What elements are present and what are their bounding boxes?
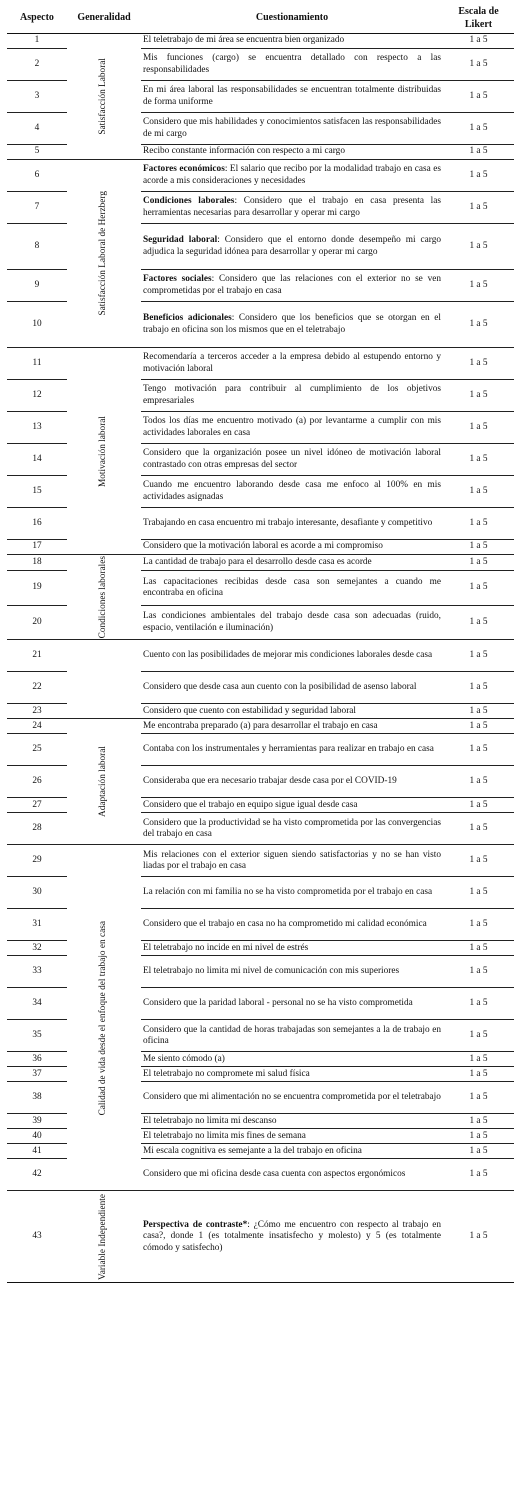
question-text: En mi área laboral las responsabilidades se encuentran totalmente distribuidas de forma uniforme xyxy=(143,85,441,107)
aspecto-number: 37 xyxy=(7,1067,67,1082)
aspecto-number: 4 xyxy=(7,113,67,145)
cuestionamiento-text xyxy=(141,845,443,877)
aspecto-number: 42 xyxy=(7,1159,67,1191)
generalidad-cell xyxy=(67,640,141,719)
cuestionamiento-text xyxy=(141,412,443,444)
question-text: Las condiciones ambientales del trabajo desde casa son adecuadas (ruido, espacio, ventilación e iluminación) xyxy=(143,611,441,633)
aspecto-number: 32 xyxy=(7,941,67,956)
cuestionamiento-text xyxy=(141,1191,443,1283)
table-row xyxy=(7,845,514,877)
likert-scale-value: 1 a 5 xyxy=(443,81,514,113)
question-factor-label: Factores sociales xyxy=(143,274,212,285)
likert-scale-value: 1 a 5 xyxy=(443,1020,514,1052)
aspecto-number: 12 xyxy=(7,380,67,412)
question-text: : El salario que recibo por la modalidad trabajo en casa es acorde a mis consideraciones y necesidades xyxy=(143,164,441,186)
aspecto-number: 19 xyxy=(7,571,67,606)
header-escala-likert: Escala de Likert xyxy=(443,4,514,34)
cuestionamiento-text xyxy=(141,49,443,81)
aspecto-number: 43 xyxy=(7,1191,67,1283)
question-text: El teletrabajo de mi área se encuentra bien organizado xyxy=(143,35,345,46)
cuestionamiento-text xyxy=(141,34,443,49)
question-factor-label: Condiciones laborales xyxy=(143,196,235,207)
likert-scale-value: 1 a 5 xyxy=(443,348,514,380)
likert-scale-value: 1 a 5 xyxy=(443,224,514,270)
cuestionamiento-text xyxy=(141,766,443,798)
question-text: : Considero que el entorno donde desempeño mi cargo adjudica la seguridad idónea para desarrollar y operar mi cargo xyxy=(143,235,441,257)
likert-scale-value: 1 a 5 xyxy=(443,270,514,302)
likert-scale-value: 1 a 5 xyxy=(443,1052,514,1067)
likert-scale-value: 1 a 5 xyxy=(443,766,514,798)
generalidad-cell xyxy=(67,348,141,555)
question-text: Considero que la organización posee un nivel idóneo de motivación laboral contrastado con otras empresas del sector xyxy=(143,448,441,470)
aspecto-number: 24 xyxy=(7,719,67,734)
likert-scale-value: 1 a 5 xyxy=(443,555,514,571)
aspecto-number: 40 xyxy=(7,1129,67,1144)
likert-scale-value: 1 a 5 xyxy=(443,302,514,348)
likert-scale-value: 1 a 5 xyxy=(443,704,514,719)
cuestionamiento-text xyxy=(141,476,443,508)
likert-scale-value: 1 a 5 xyxy=(443,476,514,508)
question-text: Mis funciones (cargo) se encuentra detallado con respecto a las responsabilidades xyxy=(143,53,441,75)
cuestionamiento-text xyxy=(141,605,443,640)
cuestionamiento-text xyxy=(141,1129,443,1144)
cuestionamiento-text xyxy=(141,640,443,672)
aspecto-number: 18 xyxy=(7,555,67,571)
likert-scale-value: 1 a 5 xyxy=(443,192,514,224)
cuestionamiento-text xyxy=(141,877,443,909)
table-row xyxy=(7,640,514,672)
likert-scale-value: 1 a 5 xyxy=(443,571,514,606)
aspecto-number: 25 xyxy=(7,734,67,766)
cuestionamiento-text xyxy=(141,1020,443,1052)
table-row xyxy=(7,160,514,192)
aspecto-number: 1 xyxy=(7,34,67,49)
question-text: Considero que mi alimentación no se encuentra comprometida por el teletrabajo xyxy=(143,1092,441,1103)
likert-scale-value: 1 a 5 xyxy=(443,1129,514,1144)
question-text: Cuando me encuentro laborando desde casa me enfoco al 100% en mis actividades asignadas xyxy=(143,480,441,502)
question-text: Considero que mi oficina desde casa cuenta con aspectos ergonómicos xyxy=(143,1169,406,1180)
question-factor-label: Beneficios adicionales xyxy=(143,313,232,324)
question-text: El teletrabajo no limita mi nivel de comunicación con mis superiores xyxy=(143,966,400,977)
question-text: : ¿Cómo me encuentro con respecto al trabajo en casa?, donde 1 (es totalmente insatisfecho y molesto) y 5 (es totalmente cómodo y satisfecho) xyxy=(143,1219,442,1253)
likert-scale-value: 1 a 5 xyxy=(443,540,514,555)
likert-scale-value: 1 a 5 xyxy=(443,1159,514,1191)
cuestionamiento-text xyxy=(141,734,443,766)
question-text: : Considero que los beneficios que se otorgan en el trabajo en oficina son los mismos que en el teletrabajo xyxy=(143,313,441,335)
likert-scale-value: 1 a 5 xyxy=(443,956,514,988)
aspecto-number: 41 xyxy=(7,1144,67,1159)
cuestionamiento-text xyxy=(141,81,443,113)
cuestionamiento-text xyxy=(141,380,443,412)
question-text: Me encontraba preparado (a) para desarrollar el trabajo en casa xyxy=(143,720,378,731)
likert-scale-value: 1 a 5 xyxy=(443,412,514,444)
cuestionamiento-text xyxy=(141,555,443,571)
aspecto-number: 9 xyxy=(7,270,67,302)
likert-scale-value: 1 a 5 xyxy=(443,605,514,640)
question-text: Consideraba que era necesario trabajar desde casa por el COVID-19 xyxy=(143,776,397,787)
question-text: El teletrabajo no limita mis fines de semana xyxy=(143,1130,306,1141)
likert-scale-value: 1 a 5 xyxy=(443,1114,514,1129)
cuestionamiento-text xyxy=(141,719,443,734)
table-row xyxy=(7,555,514,571)
cuestionamiento-text xyxy=(141,145,443,160)
cuestionamiento-text xyxy=(141,813,443,845)
aspecto-number: 23 xyxy=(7,704,67,719)
cuestionamiento-text xyxy=(141,113,443,145)
generalidad-cell xyxy=(67,555,141,640)
question-text: Contaba con los instrumentales y herramientas para realizar en trabajo en casa xyxy=(143,744,434,755)
generalidad-cell xyxy=(67,34,141,160)
question-factor-label: Seguridad laboral xyxy=(143,235,218,246)
cuestionamiento-text xyxy=(141,160,443,192)
aspecto-number: 11 xyxy=(7,348,67,380)
generalidad-label: Variable Independiente xyxy=(98,1193,109,1280)
aspecto-number: 38 xyxy=(7,1082,67,1114)
aspecto-number: 29 xyxy=(7,845,67,877)
aspecto-number: 28 xyxy=(7,813,67,845)
cuestionamiento-text xyxy=(141,508,443,540)
likert-scale-value: 1 a 5 xyxy=(443,909,514,941)
aspecto-number: 2 xyxy=(7,49,67,81)
question-text: Mi escala cognitiva es semejante a la del trabajo en oficina xyxy=(143,1145,362,1156)
likert-scale-value: 1 a 5 xyxy=(443,113,514,145)
aspecto-number: 36 xyxy=(7,1052,67,1067)
question-text: Cuento con las posibilidades de mejorar mis condiciones laborales desde casa xyxy=(143,650,433,661)
cuestionamiento-text xyxy=(141,224,443,270)
question-text: Considero que cuento con estabilidad y seguridad laboral xyxy=(143,705,356,716)
generalidad-label: Calidad de vida desde el enfoque del trabajo en casa xyxy=(98,920,109,1116)
aspecto-number: 27 xyxy=(7,798,67,813)
likert-scale-value: 1 a 5 xyxy=(443,1144,514,1159)
question-text: Considero que el trabajo en casa no ha comprometido mi calidad económica xyxy=(143,919,427,930)
question-text: Trabajando en casa encuentro mi trabajo interesante, desafiante y competitivo xyxy=(143,517,433,528)
likert-scale-value: 1 a 5 xyxy=(443,798,514,813)
likert-scale-value: 1 a 5 xyxy=(443,380,514,412)
cuestionamiento-text xyxy=(141,540,443,555)
likert-scale-value: 1 a 5 xyxy=(443,734,514,766)
cuestionamiento-text xyxy=(141,348,443,380)
aspecto-number: 6 xyxy=(7,160,67,192)
question-text: : Considero que el trabajo en casa presenta las herramientas necesarias para desarrollar y operar mi cargo xyxy=(143,196,441,218)
likert-scale-value: 1 a 5 xyxy=(443,877,514,909)
question-text: Considero que mis habilidades y conocimientos satisfacen las responsabilidades de mi cargo xyxy=(143,117,441,139)
question-text: Todos los días me encuentro motivado (a) por levantarme a cumplir con mis actividades laborales en casa xyxy=(143,416,441,438)
aspecto-number: 15 xyxy=(7,476,67,508)
likert-scale-value: 1 a 5 xyxy=(443,813,514,845)
aspecto-number: 8 xyxy=(7,224,67,270)
likert-scale-value: 1 a 5 xyxy=(443,444,514,476)
question-text: El teletrabajo no compromete mi salud física xyxy=(143,1068,310,1079)
aspecto-number: 20 xyxy=(7,605,67,640)
cuestionamiento-text xyxy=(141,444,443,476)
question-text: Me siento cómodo (a) xyxy=(143,1053,225,1064)
aspecto-number: 14 xyxy=(7,444,67,476)
header-cuestionamiento: Cuestionamiento xyxy=(141,4,443,34)
likert-scale-value: 1 a 5 xyxy=(443,640,514,672)
likert-scale-value: 1 a 5 xyxy=(443,1082,514,1114)
likert-scale-value: 1 a 5 xyxy=(443,988,514,1020)
table-body xyxy=(7,34,514,1283)
cuestionamiento-text xyxy=(141,1144,443,1159)
cuestionamiento-text xyxy=(141,1114,443,1129)
table-row xyxy=(7,34,514,49)
question-text: Considero que la paridad laboral - personal no se ha visto comprometida xyxy=(143,998,413,1009)
aspecto-number: 30 xyxy=(7,877,67,909)
cuestionamiento-text xyxy=(141,192,443,224)
generalidad-cell xyxy=(67,719,141,845)
cuestionamiento-text xyxy=(141,988,443,1020)
likert-questionnaire-table xyxy=(7,4,514,1283)
generalidad-label: Adaptación laboral xyxy=(98,746,109,818)
likert-scale-value: 1 a 5 xyxy=(443,719,514,734)
generalidad-label: Motivación laboral xyxy=(98,415,109,487)
aspecto-number: 17 xyxy=(7,540,67,555)
table-header-row xyxy=(7,4,514,34)
table-row xyxy=(7,1191,514,1283)
question-factor-label: Factores económicos xyxy=(143,164,225,175)
cuestionamiento-text xyxy=(141,571,443,606)
aspecto-number: 16 xyxy=(7,508,67,540)
generalidad-label: Condiciones laborales xyxy=(98,556,109,639)
aspecto-number: 3 xyxy=(7,81,67,113)
aspecto-number: 31 xyxy=(7,909,67,941)
cuestionamiento-text xyxy=(141,941,443,956)
aspecto-number: 5 xyxy=(7,145,67,160)
question-text: La relación con mi familia no se ha visto comprometida por el trabajo en casa xyxy=(143,887,433,898)
question-text: : Considero que las relaciones con el exterior no se ven comprometidas por el trabajo en casa xyxy=(143,274,441,296)
aspecto-number: 21 xyxy=(7,640,67,672)
generalidad-cell xyxy=(67,1191,141,1283)
cuestionamiento-text xyxy=(141,956,443,988)
likert-scale-value: 1 a 5 xyxy=(443,508,514,540)
cuestionamiento-text xyxy=(141,270,443,302)
generalidad-label: Satisfacción Laboral xyxy=(98,58,109,135)
header-aspecto: Aspecto xyxy=(7,4,67,34)
cuestionamiento-text xyxy=(141,909,443,941)
question-text: Recomendaría a terceros acceder a la empresa debido al estupendo entorno y motivación laboral xyxy=(143,352,441,374)
aspecto-number: 39 xyxy=(7,1114,67,1129)
table-row xyxy=(7,719,514,734)
likert-scale-value: 1 a 5 xyxy=(443,672,514,704)
question-text: Mis relaciones con el exterior siguen siendo satisfactorias y no se han visto liadas por el trabajo en casa xyxy=(143,849,441,871)
likert-scale-value: 1 a 5 xyxy=(443,845,514,877)
cuestionamiento-text xyxy=(141,1052,443,1067)
cuestionamiento-text xyxy=(141,302,443,348)
generalidad-cell xyxy=(67,845,141,1191)
question-text: Considero que la productividad se ha visto comprometida por las convergencias del trabajo en casa xyxy=(143,817,441,839)
likert-scale-value: 1 a 5 xyxy=(443,34,514,49)
cuestionamiento-text xyxy=(141,704,443,719)
question-text: Considero que desde casa aun cuento con la posibilidad de asenso laboral xyxy=(143,682,417,693)
aspecto-number: 35 xyxy=(7,1020,67,1052)
header-generalidad: Generalidad xyxy=(67,4,141,34)
cuestionamiento-text xyxy=(141,798,443,813)
question-text: Tengo motivación para contribuir al cumplimiento de los objetivos empresariales xyxy=(143,384,441,406)
likert-scale-value: 1 a 5 xyxy=(443,145,514,160)
question-text: Recibo constante información con respecto a mi cargo xyxy=(143,146,345,157)
aspecto-number: 10 xyxy=(7,302,67,348)
aspecto-number: 33 xyxy=(7,956,67,988)
aspecto-number: 22 xyxy=(7,672,67,704)
question-text: Considero que la motivación laboral es acorde a mi compromiso xyxy=(143,541,383,552)
question-text: Las capacitaciones recibidas desde casa son semejantes a cuando me encontraba en oficina xyxy=(143,576,441,598)
cuestionamiento-text xyxy=(141,1082,443,1114)
aspecto-number: 7 xyxy=(7,192,67,224)
cuestionamiento-text xyxy=(141,672,443,704)
aspecto-number: 26 xyxy=(7,766,67,798)
cuestionamiento-text xyxy=(141,1159,443,1191)
likert-scale-value: 1 a 5 xyxy=(443,941,514,956)
question-text: La cantidad de trabajo para el desarrollo desde casa es acorde xyxy=(143,556,372,567)
question-factor-label: Perspectiva de contraste* xyxy=(143,1219,248,1230)
generalidad-cell xyxy=(67,160,141,348)
question-text: Considero que el trabajo en equipo sigue igual desde casa xyxy=(143,799,358,810)
likert-scale-value: 1 a 5 xyxy=(443,1067,514,1082)
likert-scale-value: 1 a 5 xyxy=(443,1191,514,1283)
aspecto-number: 34 xyxy=(7,988,67,1020)
likert-scale-value: 1 a 5 xyxy=(443,160,514,192)
cuestionamiento-text xyxy=(141,1067,443,1082)
question-text: Considero que la cantidad de horas trabajadas son semejantes a la de trabajo en oficina xyxy=(143,1024,441,1046)
likert-scale-value: 1 a 5 xyxy=(443,49,514,81)
table-row xyxy=(7,348,514,380)
aspecto-number: 13 xyxy=(7,412,67,444)
question-text: El teletrabajo no limita mi descanso xyxy=(143,1115,277,1126)
generalidad-label: Satisfacción Laboral de Herzberg xyxy=(98,191,109,316)
question-text: El teletrabajo no incide en mi nivel de estrés xyxy=(143,942,309,953)
